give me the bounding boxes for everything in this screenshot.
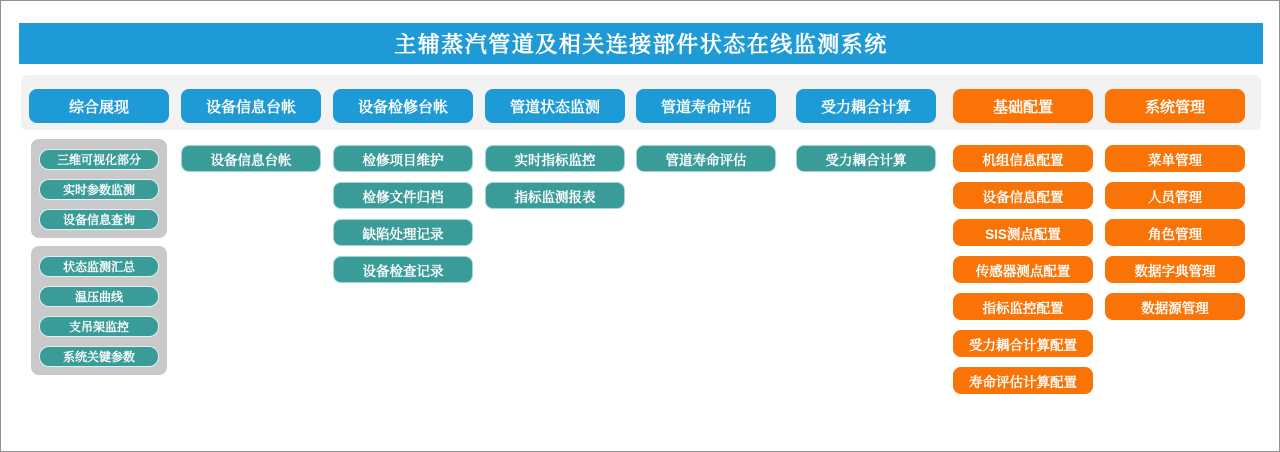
tab-stress-coupling-calculation[interactable]: 受力耦合计算: [796, 89, 936, 123]
menu-column-equipment-info: [181, 89, 321, 182]
menu-column-maintenance: [333, 89, 473, 293]
menu-column-stress-coupling: [796, 89, 936, 182]
submenu-item[interactable]: 数据源管理: [1105, 293, 1245, 320]
submenu-item[interactable]: 温压曲线: [39, 286, 159, 307]
submenu-item[interactable]: 设备检查记录: [333, 256, 473, 283]
tab-equipment-info-ledger[interactable]: 设备信息台帐: [181, 89, 321, 123]
submenu-item[interactable]: 机组信息配置: [953, 145, 1093, 172]
submenu-item[interactable]: 数据字典管理: [1105, 256, 1245, 283]
submenu-item[interactable]: 菜单管理: [1105, 145, 1245, 172]
submenu-item[interactable]: 缺陷处理记录: [333, 219, 473, 246]
menu-column-basic-config: [953, 89, 1093, 404]
submenu-item[interactable]: 系统关键参数: [39, 346, 159, 367]
submenu-item[interactable]: 支吊架监控: [39, 316, 159, 337]
submenu-item[interactable]: 检修项目维护: [333, 145, 473, 172]
submenu-item[interactable]: 实时指标监控: [485, 145, 625, 172]
submenu-item[interactable]: 受力耦合计算配置: [953, 330, 1093, 357]
menu-column-overview: [29, 89, 169, 383]
menu-column-pipeline-status: [485, 89, 625, 219]
menu-column-life-assessment: [636, 89, 776, 182]
submenu-item[interactable]: SIS测点配置: [953, 219, 1093, 246]
tab-equipment-maintenance-ledger[interactable]: 设备检修台帐: [333, 89, 473, 123]
submenu-item[interactable]: 实时参数监测: [39, 179, 159, 200]
submenu-group: [31, 246, 167, 375]
tab-pipeline-life-assessment[interactable]: 管道寿命评估: [636, 89, 776, 123]
submenu-item[interactable]: 设备信息台帐: [181, 145, 321, 172]
submenu-item[interactable]: 寿命评估计算配置: [953, 367, 1093, 394]
submenu-item[interactable]: 受力耦合计算: [796, 145, 936, 172]
submenu-item[interactable]: 人员管理: [1105, 182, 1245, 209]
page-title: 主辅蒸汽管道及相关连接部件状态在线监测系统: [394, 32, 888, 57]
submenu-item[interactable]: 三维可视化部分: [39, 149, 159, 170]
page-title-bar: [19, 23, 1263, 64]
tab-overview[interactable]: 综合展现: [29, 89, 169, 123]
tab-pipeline-status-monitoring[interactable]: 管道状态监测: [485, 89, 625, 123]
submenu-item[interactable]: 设备信息查询: [39, 209, 159, 230]
tab-system-management[interactable]: 系统管理: [1105, 89, 1245, 123]
submenu-item[interactable]: 角色管理: [1105, 219, 1245, 246]
submenu-item[interactable]: 状态监测汇总: [39, 256, 159, 277]
submenu-item[interactable]: 设备信息配置: [953, 182, 1093, 209]
menu-column-system-management: [1105, 89, 1245, 330]
submenu-item[interactable]: 传感器测点配置: [953, 256, 1093, 283]
submenu-item[interactable]: 指标监测报表: [485, 182, 625, 209]
submenu-item[interactable]: 管道寿命评估: [636, 145, 776, 172]
tab-basic-config[interactable]: 基础配置: [953, 89, 1093, 123]
submenu-item[interactable]: 指标监控配置: [953, 293, 1093, 320]
submenu-item[interactable]: 检修文件归档: [333, 182, 473, 209]
submenu-group: [31, 139, 167, 238]
